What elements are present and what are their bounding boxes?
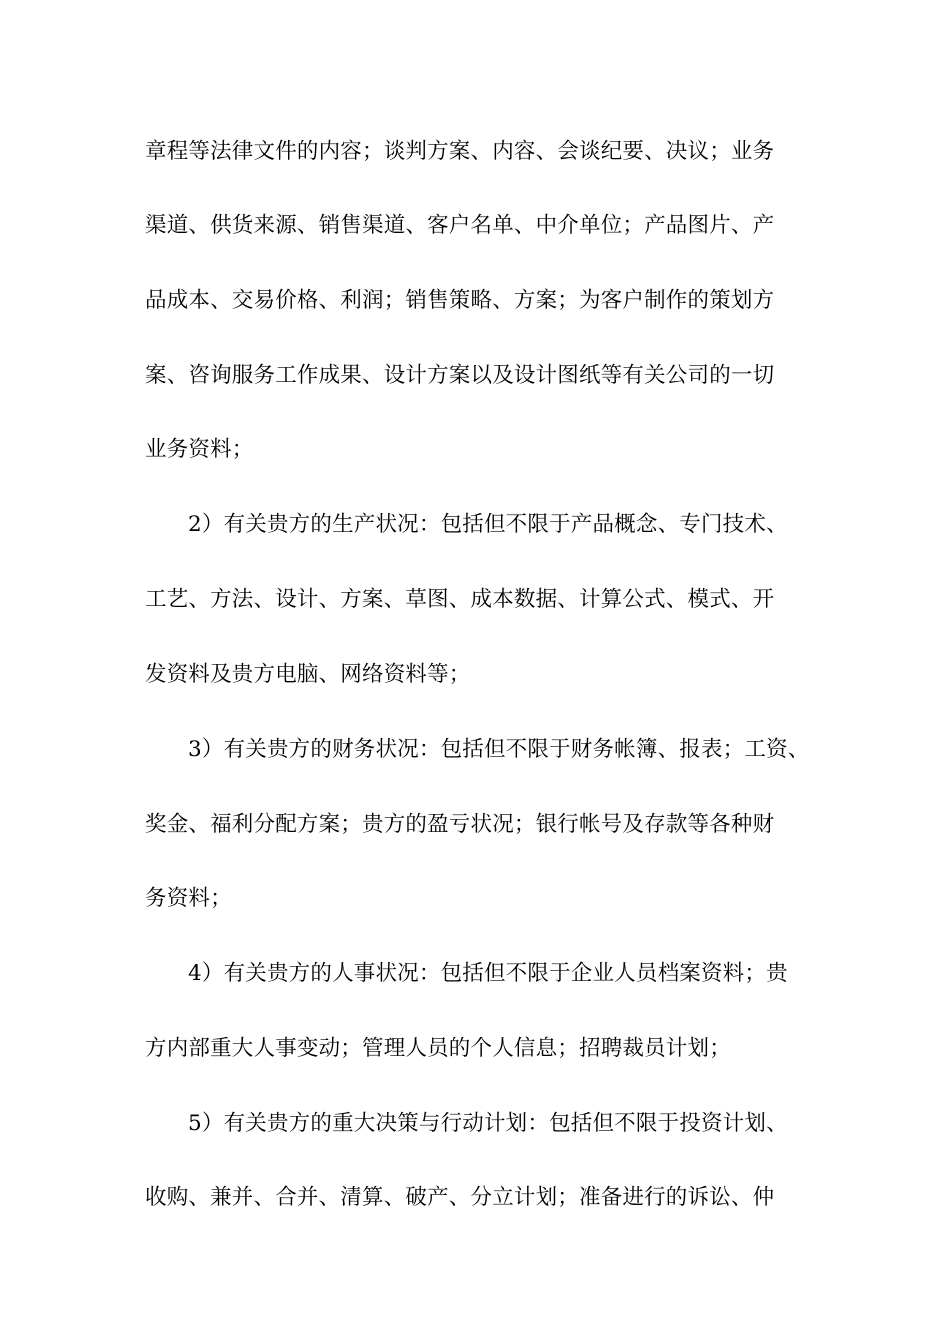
paragraph-3-start: 3）有关贵方的财务状况：包括但不限于财务帐簿、报表；工资、 xyxy=(188,737,810,762)
text-line: 发资料及贵方电脑、网络资料等； xyxy=(145,662,471,687)
text-line: 渠道、供货来源、销售渠道、客户名单、中介单位；产品图片、产 xyxy=(145,213,775,238)
text-line: 章程等法律文件的内容；谈判方案、内容、会谈纪要、决议；业务 xyxy=(145,139,775,164)
paragraph-4-start: 4）有关贵方的人事状况：包括但不限于企业人员档案资料；贵 xyxy=(188,961,788,986)
text-line: 奖金、福利分配方案；贵方的盈亏状况；银行帐号及存款等各种财 xyxy=(145,812,775,837)
text-line: 方内部重大人事变动；管理人员的个人信息；招聘裁员计划； xyxy=(145,1036,731,1061)
paragraph-5-start: 5）有关贵方的重大决策与行动计划：包括但不限于投资计划、 xyxy=(188,1111,788,1136)
text-line: 案、咨询服务工作成果、设计方案以及设计图纸等有关公司的一切 xyxy=(145,363,775,388)
text-line: 收购、兼并、合并、清算、破产、分立计划；准备进行的诉讼、仲 xyxy=(145,1185,775,1210)
text-line: 工艺、方法、设计、方案、草图、成本数据、计算公式、模式、开 xyxy=(145,587,775,612)
text-line: 务资料； xyxy=(145,886,232,911)
paragraph-2-start: 2）有关贵方的生产状况：包括但不限于产品概念、专门技术、 xyxy=(188,512,788,537)
text-line: 业务资料； xyxy=(145,437,254,462)
text-line: 品成本、交易价格、利润；销售策略、方案；为客户制作的策划方 xyxy=(145,288,775,313)
